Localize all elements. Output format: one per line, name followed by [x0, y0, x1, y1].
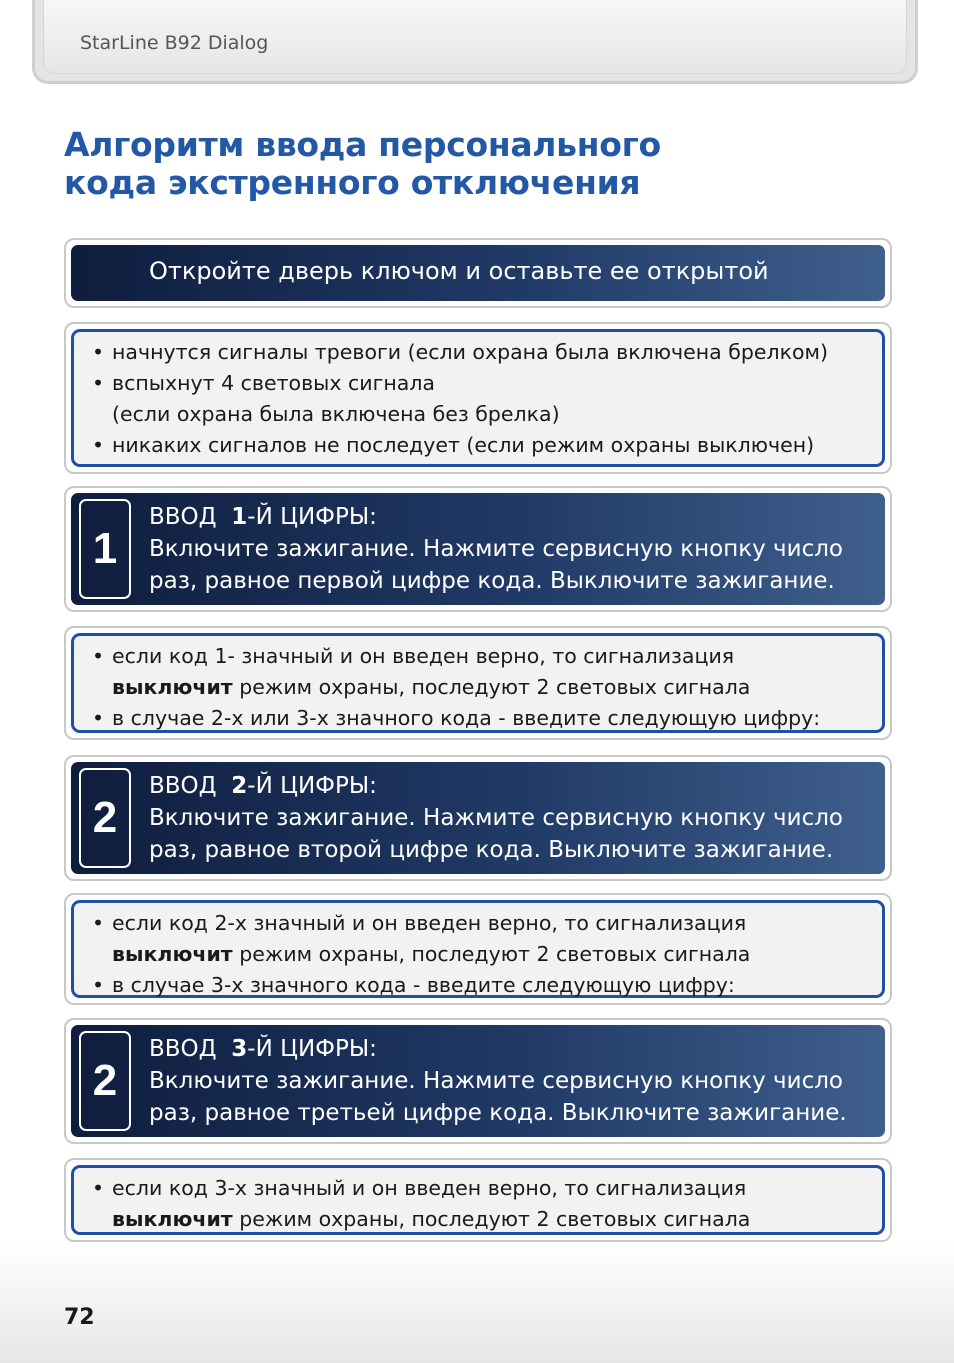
step-3-heading: ВВОД 3-Й ЦИФРЫ:: [149, 1036, 377, 1062]
bullet: •: [92, 973, 105, 997]
list-item-continuation: выключит режим охраны, последуют 2 световых сигнала: [112, 1207, 751, 1231]
step-2-heading: ВВОД 2-Й ЦИФРЫ:: [149, 773, 377, 799]
bullet: •: [92, 706, 105, 730]
step-1-box: [71, 493, 885, 605]
step-1-text: [149, 501, 879, 597]
step-3-info-frame: [64, 1158, 892, 1242]
step-2-info-box: [71, 900, 885, 998]
page-title: [64, 126, 864, 202]
open-door-box: [71, 245, 885, 301]
page-number: 72: [64, 1305, 95, 1330]
step-2-line-1: Включите зажигание. Нажмите сервисную кнопку число: [149, 805, 843, 831]
bullet: •: [92, 644, 105, 668]
step-3-line-2: раз, равное третьей цифре кода. Выключите зажигание.: [149, 1100, 847, 1126]
list-item: • если код 2-х значный и он введен верно, то сигнализация: [92, 908, 874, 939]
list-item: • если код 1- значный и он введен верно, то сигнализация: [92, 641, 874, 672]
step-1-heading: ВВОД 1-Й ЦИФРЫ:: [149, 504, 377, 530]
signals-info-list: [92, 337, 874, 461]
list-item: • начнутся сигналы тревоги (если охрана была включена брелком): [92, 337, 874, 368]
step-2-line-2: раз, равное второй цифре кода. Выключите зажигание.: [149, 837, 834, 863]
page-background-fade: [0, 1243, 954, 1363]
step-2-number: 2: [79, 768, 131, 868]
step-3-line-1: Включите зажигание. Нажмите сервисную кнопку число: [149, 1068, 843, 1094]
open-door-frame: [64, 238, 892, 308]
step-3-info-list: [92, 1173, 874, 1235]
bullet: •: [92, 433, 105, 457]
bullet: •: [92, 371, 105, 395]
list-item: • вспыхнут 4 световых сигнала: [92, 368, 874, 399]
step-2-info-list: [92, 908, 874, 1001]
step-1-line-2: раз, равное первой цифре кода. Выключите зажигание.: [149, 568, 835, 594]
signals-info-box: [71, 329, 885, 467]
step-2-info-frame: [64, 893, 892, 1005]
step-1-frame: [64, 486, 892, 612]
step-3-number: 2: [79, 1031, 131, 1131]
list-item-continuation: выключит режим охраны, последуют 2 световых сигнала: [112, 675, 751, 699]
step-3-text: [149, 1033, 879, 1129]
step-2-box: [71, 762, 885, 874]
step-2-frame: [64, 755, 892, 881]
step-1-info-list: [92, 641, 874, 734]
page-title-line-2: кода экстренного отключения: [64, 163, 641, 202]
page-title-line-1: Алгоритм ввода персонального: [64, 125, 661, 164]
step-1-number: 1: [79, 499, 131, 599]
list-item-continuation: (если охрана была включена без брелка): [112, 402, 560, 426]
header-title: StarLine B92 Dialog: [80, 32, 269, 54]
bullet: •: [92, 1176, 105, 1200]
step-1-line-1: Включите зажигание. Нажмите сервисную кнопку число: [149, 536, 843, 562]
step-3-frame: [64, 1018, 892, 1144]
step-1-info-frame: [64, 626, 892, 740]
step-3-box: [71, 1025, 885, 1137]
step-1-info-box: [71, 633, 885, 733]
step-2-text: [149, 770, 879, 866]
bullet: •: [92, 911, 105, 935]
list-item: • в случае 3-х значного кода - введите следующую цифру:: [92, 970, 874, 1001]
bullet: •: [92, 340, 105, 364]
step-3-info-box: [71, 1165, 885, 1235]
signals-info-frame: [64, 322, 892, 474]
list-item: • никаких сигналов не последует (если режим охраны выключен): [92, 430, 874, 461]
header-inner: [43, 0, 907, 74]
header-bar: [32, 0, 918, 84]
list-item-continuation: выключит режим охраны, последуют 2 световых сигнала: [112, 942, 751, 966]
list-item: • в случае 2-х или 3-х значного кода - введите следующую цифру:: [92, 703, 874, 734]
open-door-text: Откройте дверь ключом и оставьте ее открытой: [149, 257, 769, 285]
list-item: • если код 3-х значный и он введен верно, то сигнализация: [92, 1173, 874, 1204]
